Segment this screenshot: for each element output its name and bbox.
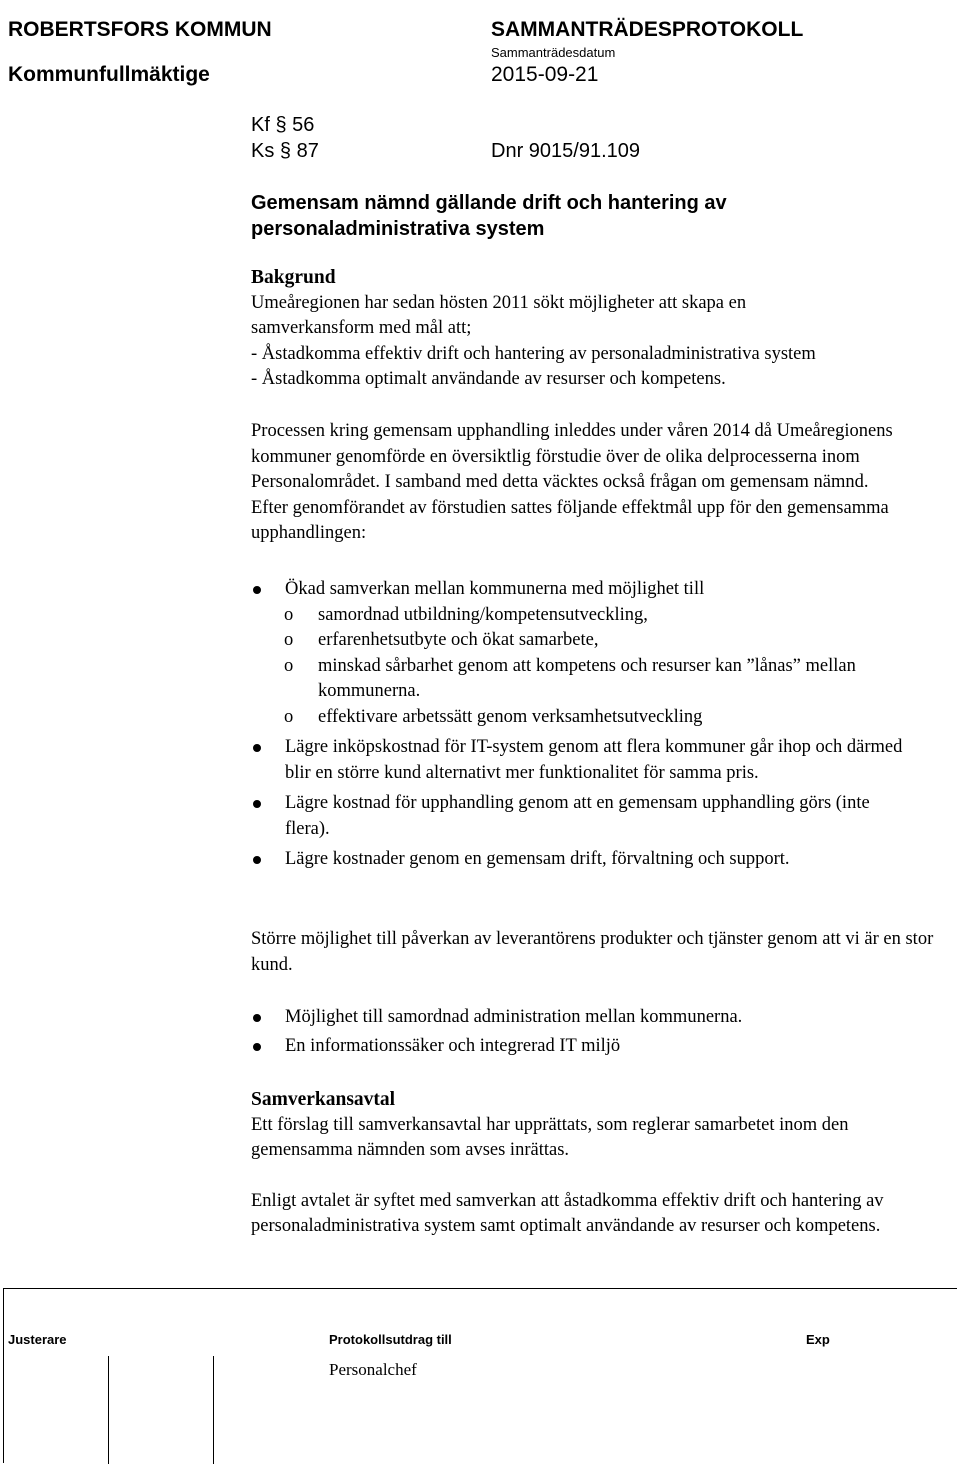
org-name: ROBERTSFORS KOMMUN (8, 18, 272, 41)
paragraph-sign: § (279, 140, 292, 162)
goal-text: Lägre inköpskostnad för IT-system genom att flera kommuner går ihop och därmed blir en större kund alternativt mer funktionalitet för samma pris. (285, 737, 903, 783)
ks-number: 87 (296, 140, 319, 162)
page-title: Gemensam nämnd gällande drift och hantering av personaladministrativa system (251, 192, 727, 240)
influence-section (251, 927, 941, 978)
section-heading-background: Bakgrund (251, 267, 336, 288)
background-line: Umeåregionen har sedan hösten 2011 sökt möjligheter att skapa en (251, 292, 747, 313)
kf-label: Kf (251, 114, 270, 136)
signature-field (108, 1356, 109, 1464)
list-item (251, 577, 911, 730)
section-heading-agreement: Samverkansavtal (251, 1089, 396, 1110)
background-section (251, 265, 951, 393)
paragraph-sign: § (275, 114, 287, 136)
process-section (251, 419, 941, 547)
influence-list-section (251, 1005, 951, 1059)
list-item: Möjlighet till samordnad administration mellan kommunerna. (251, 1005, 951, 1031)
list-item (251, 847, 911, 873)
list-item (251, 791, 911, 842)
meeting-date: 2015-09-21 (491, 63, 599, 86)
extract-recipient: Personalchef (329, 1360, 417, 1379)
background-line: samverkansform med mål att; (251, 318, 472, 338)
background-line: - Åstadkomma effektiv drift och hantering av personaladministrativa system (251, 343, 816, 364)
list-item: o minskad sårbarhet genom att kompetens och resurser kan ”lånas” mellan kommunerna. (284, 654, 858, 705)
date-label: Sammanträdesdatum (491, 45, 616, 60)
influence-paragraph: Större möjlighet till påverkan av leverantörens produkter och tjänster genom att vi är en stor kund. (251, 929, 934, 975)
body-name: Kommunfullmäktige (8, 63, 210, 86)
kf-reference (251, 114, 314, 137)
diary-number: Dnr 9015/91.109 (491, 140, 641, 162)
extract-label: Protokollsutdrag till (329, 1332, 452, 1347)
goal-text: Ökad samverkan mellan kommunerna med möjlighet till (285, 579, 705, 599)
justerare-label: Justerare (8, 1332, 67, 1347)
list-item: o effektivare arbetssätt genom verksamhetsutveckling (284, 705, 911, 731)
goal-text: Lägre kostnader genom en gemensam drift, förvaltning och support. (285, 849, 790, 869)
document-type: SAMMANTRÄDESPROTOKOLL (491, 18, 804, 41)
agreement-paragraph: Enligt avtalet är syftet med samverkan att åstadkomma effektiv drift och hantering av personaladministrativa system samt optimalt användande av resurser och kompetens. (251, 1190, 884, 1236)
process-paragraph: Processen kring gemensam upphandling inleddes under våren 2014 då Umeåregionens kommuner genomförde en översiktlig förstudie över de olika delprocesserna inom Personalområdet. I samband med detta väcktes också frågan om gemensam nämnd. (251, 421, 893, 492)
goals-section (251, 577, 911, 873)
list-item (251, 735, 911, 786)
agreement-section (251, 1087, 941, 1240)
influence-list (251, 1005, 951, 1059)
kf-number: 56 (292, 114, 315, 136)
list-item: En informationssäker och integrerad IT miljö (251, 1034, 951, 1060)
goal-text: Lägre kostnad för upphandling genom att en gemensam upphandling görs (inte flera). (285, 793, 870, 839)
goals-list (251, 577, 911, 873)
ks-label: Ks (251, 140, 275, 162)
sub-list (251, 603, 911, 731)
agreement-paragraph: Ett förslag till samverkansavtal har upprättats, som reglerar samarbetet inom den gemensamma nämnden som avses inrättas. (251, 1114, 849, 1160)
list-item: o samordnad utbildning/kompetensutveckling, (284, 603, 911, 629)
process-paragraph: Efter genomförandet av förstudien sattes följande effektmål upp för den gemensamma upphandlingen: (251, 497, 889, 543)
list-item: o erfarenhetsutbyte och ökat samarbete, (284, 628, 911, 654)
background-line: - Åstadkomma optimalt användande av resurser och kompetens. (251, 369, 726, 389)
exp-label: Exp (806, 1332, 830, 1347)
ks-reference (251, 140, 319, 163)
footer-divider (3, 1288, 957, 1289)
footer-left-border (3, 1288, 4, 1463)
signature-field (213, 1356, 214, 1464)
